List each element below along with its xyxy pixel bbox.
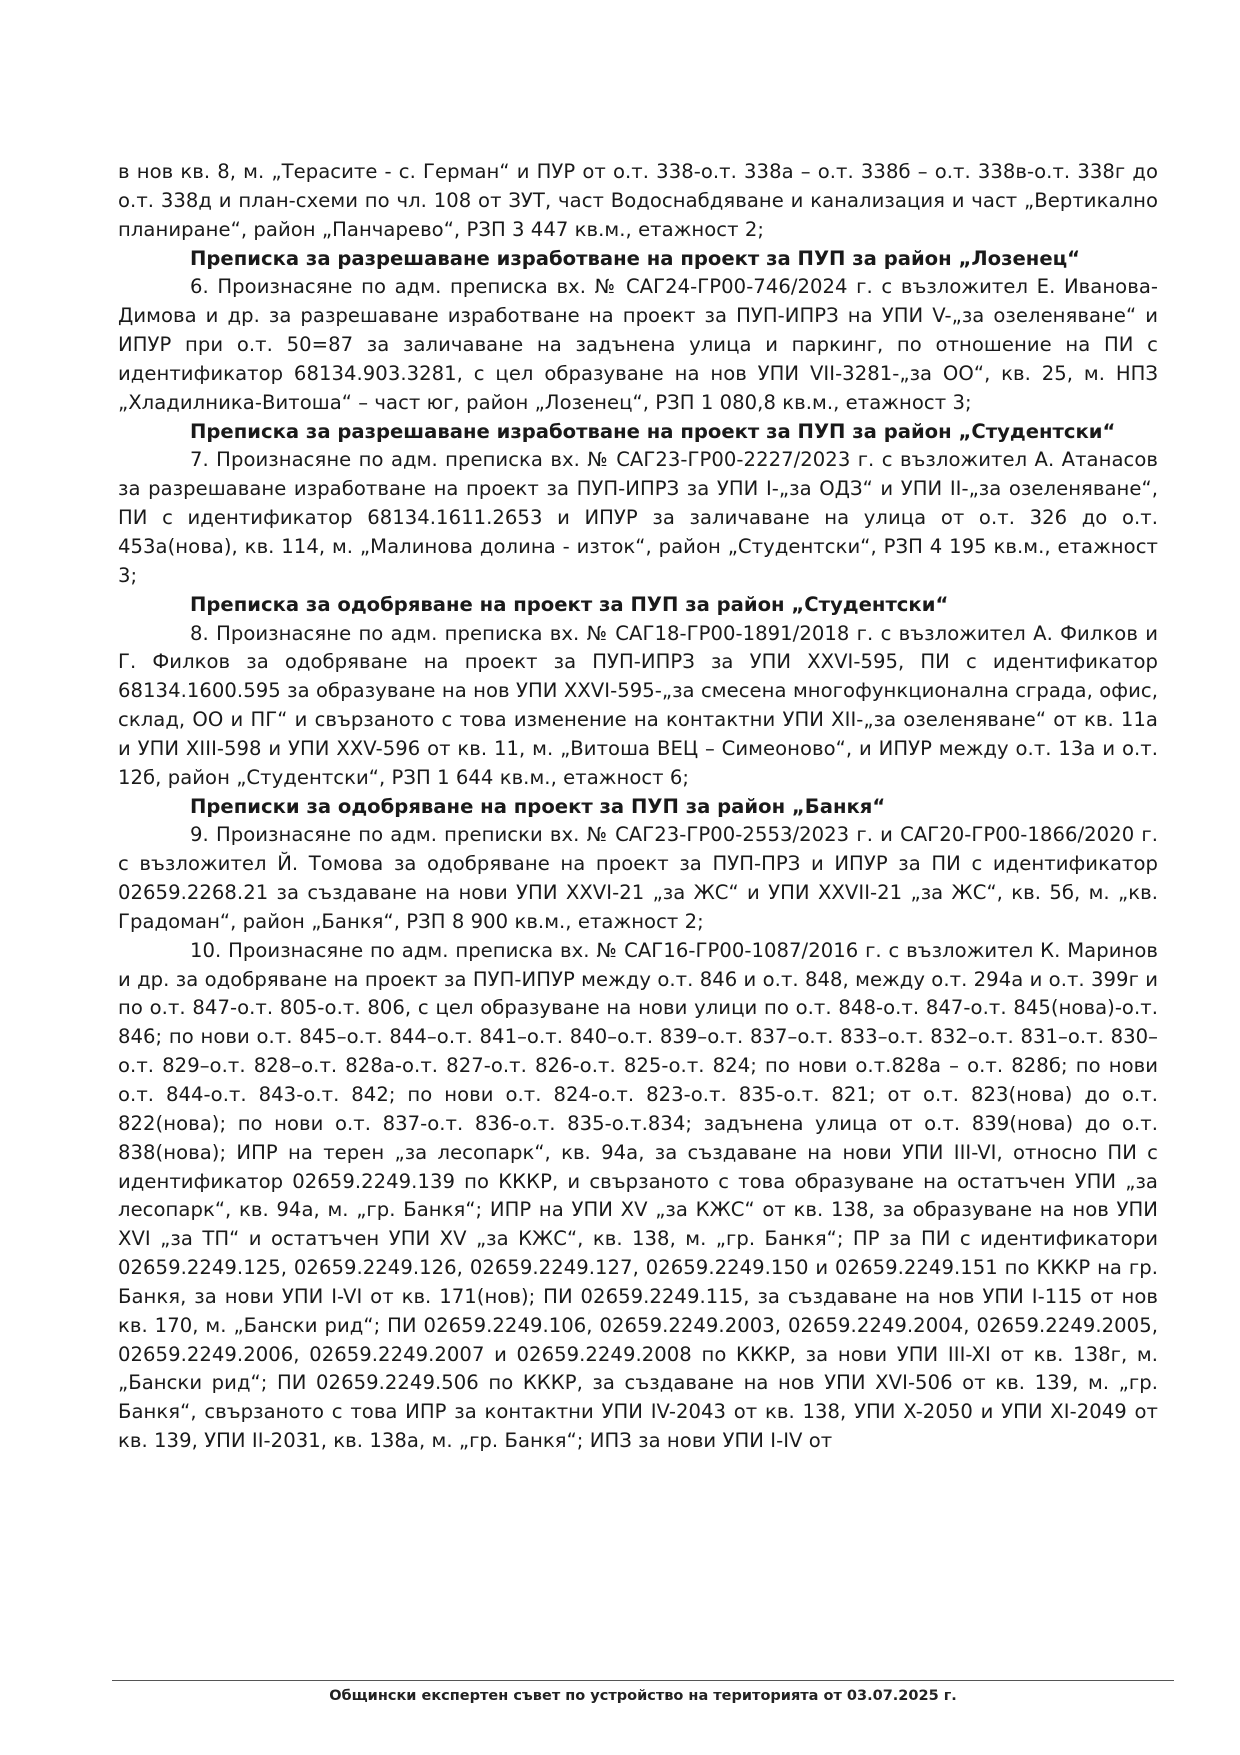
section-heading-studentski-permit: Преписка за разрешаване изработване на проект за ПУП за район „Студентски“ [190,419,1116,443]
paragraph-continuation: в нов кв. 8, м. „Терасите - с. Герман“ и ПУР от о.т. 338-о.т. 338а – о.т. 338б – о.т. 338в-о.т. 338г до о.т. 338д и план-схеми по чл. 108 от ЗУТ, част Водоснабдяване и канализация и част „Вертикално планиране“, район „Панчарево“, РЗП 3 447 кв.м., етажност 2; [118,160,1158,241]
footer-divider [112,1680,1174,1681]
item-8-paragraph: 8. Произнасяне по адм. преписка вх. № САГ18-ГР00-1891/2018 г. с възложител А. Филков и Г. Филков за одобряване на проект за ПУП-ИПРЗ за УПИ XXVI-595, ПИ с идентификатор 68134.1600.595 за образуване на нов УПИ XXVI-595-„за смесена многофункционална сграда, офис, склад, ОО и ПГ“ и свързаното с това изменение на контактни УПИ XII-„за озеленяване“ от кв. 11а и УПИ XIII-598 и УПИ XXV-596 от кв. 11, м. „Витоша ВЕЦ – Симеоново“, и ИПУР между о.т. 13а и о.т. 12б, район „Студентски“, РЗП 1 644 кв.м., етажност 6; [118,621,1158,789]
document-body [118,158,1158,1456]
item-9-paragraph: 9. Произнасяне по адм. преписки вх. № САГ23-ГР00-2553/2023 г. и САГ20-ГР00-1866/2020 г. с възложител Й. Томова за одобряване на проект за ПУП-ПРЗ и ИПУР за ПИ с идентификатор 02659.2268.21 за създаване на нови УПИ XXVI-21 „за ЖС“ и УПИ XXVII-21 „за ЖС“, кв. 5б, м. „кв. Градоман“, район „Банкя“, РЗП 8 900 кв.м., етажност 2; [118,823,1158,933]
section-heading-studentski-approval: Преписка за одобряване на проект за ПУП за район „Студентски“ [190,592,949,616]
item-6-paragraph: 6. Произнасяне по адм. преписка вх. № САГ24-ГР00-746/2024 г. с възложител Е. Иванова-Димова и др. за разрешаване изработване на проект за ПУП-ИПРЗ на УПИ V-„за озеленяване“ и ИПУР при о.т. 50=87 за заличаване на задънена улица и паркинг, по отношение на ПИ с идентификатор 68134.903.3281, с цел образуване на нов УПИ VII-3281-„за ОО“, кв. 25, м. НПЗ „Хладилника-Витоша“ – част юг, район „Лозенец“, РЗП 1 080,8 кв.м., етажност 3; [118,275,1158,414]
page-footer: Общински експертен съвет по устройство на територията от 03.07.2025 г. [329,1688,957,1704]
item-7-paragraph: 7. Произнасяне по адм. преписка вх. № САГ23-ГР00-2227/2023 г. с възложител А. Атанасов за разрешаване изработване на проект за ПУП-ИПРЗ за УПИ I-„за ОДЗ“ и УПИ II-„за озеленяване“, ПИ с идентификатор 68134.1611.2653 и ИПУР за заличаване на улица от о.т. 326 до о.т. 453а(нова), кв. 114, м. „Малинова долина - изток“, район „Студентски“, РЗП 4 195 кв.м., етажност 3; [118,448,1158,587]
section-heading-bankya: Преписки за одобряване на проект за ПУП за район „Банкя“ [190,794,886,818]
item-10-paragraph: 10. Произнасяне по адм. преписка вх. № САГ16-ГР00-1087/2016 г. с възложител К. Маринов и др. за одобряване на проект за ПУП-ИПУР между о.т. 846 и о.т. 848, между о.т. 294а и о.т. 399г и по о.т. 847-о.т. 805-о.т. 806, с цел образуване на нови улици по о.т. 848-о.т. 847-о.т. 845(нова)-о.т. 846; по нови о.т. 845–о.т. 844–о.т. 841–о.т. 840–о.т. 839–о.т. 837–о.т. 833–о.т. 832–о.т. 831–о.т. 830–о.т. 829–о.т. 828–о.т. 828а-о.т. 827-о.т. 826-о.т. 825-о.т. 824; по нови о.т.828а – о.т. 828б; по нови о.т. 844-о.т. 843-о.т. 842; по нови о.т. 824-о.т. 823-о.т. 835-о.т. 821; от о.т. 823(нова) до о.т. 822(нова); по нови о.т. 837-о.т. 836-о.т. 835-о.т.834; задънена улица от о.т. 839(нова) до о.т. 838(нова); ИПР на терен „за лесопарк“, кв. 94а, за създаване на нови УПИ III-VI, относно ПИ с идентификатор 02659.2249.139 по КККР, и свързаното с това образуване на остатъчен УПИ „за лесопарк“, кв. 94а, м. „гр. Банкя“; ИПР на УПИ XV „за КЖС“ от кв. 138, за образуване на нов УПИ XVI „за ТП“ и остатъчен УПИ XV „за КЖС“, кв. 138, м. „гр. Банкя“; ПР за ПИ с идентификатори 02659.2249.125, 02659.2249.126, 02659.2249.127, 02659.2249.150 и 02659.2249.151 по КККР на гр. Банкя, за нови УПИ I-VI от кв. 171(нов); ПИ 02659.2249.115, за създаване на нов УПИ I-115 от нов кв. 170, м. „Бански рид“; ПИ 02659.2249.106, 02659.2249.2003, 02659.2249.2004, 02659.2249.2005, 02659.2249.2006, 02659.2249.2007 и 02659.2249.2008 по КККР, за нови УПИ III-XI от кв. 138г, м. „Бански рид“; ПИ 02659.2249.506 по КККР, за създаване на нов УПИ XVI-506 от кв. 139, м. „гр. Банкя“, свързаното с това ИПР за контактни УПИ IV-2043 от кв. 138, УПИ X-2050 и УПИ XI-2049 от кв. 139, УПИ II-2031, кв. 138а, м. „гр. Банкя“; ИПЗ за нови УПИ I-IV от [118,938,1158,1453]
section-heading-lozenets: Преписка за разрешаване изработване на проект за ПУП за район „Лозенец“ [190,246,1081,270]
